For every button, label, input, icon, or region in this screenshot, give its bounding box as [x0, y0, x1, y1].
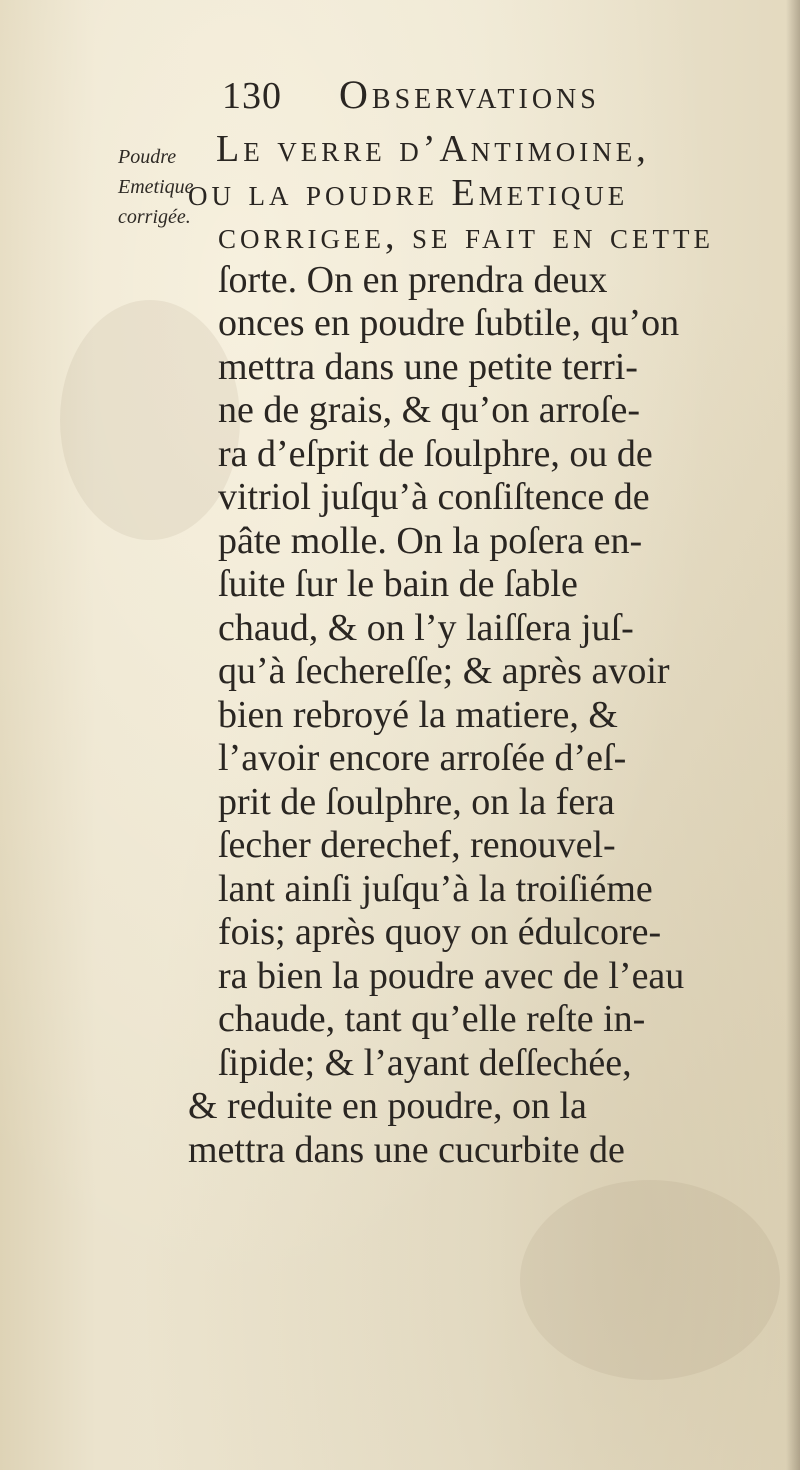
text-line: vitriol juſqu’à conſiſtence de — [218, 476, 650, 518]
text-line: chaud, & on l’y laiſſera juſ- — [218, 606, 634, 649]
margin-note-line: Emetique — [118, 176, 194, 198]
margin-note-line: Poudre — [118, 146, 177, 168]
text-line: bien rebroyé la matiere, & — [218, 693, 618, 736]
running-head — [222, 70, 782, 120]
text-line: qu’à ſechereſſe; & après avoir — [218, 650, 670, 692]
running-title: Observations — [339, 72, 600, 117]
text-line: prit de ſoulphre, on la fera — [218, 780, 615, 823]
text-line: pâte molle. On la poſera en- — [218, 519, 643, 562]
text-line: ſecher derechef, renouvel- — [218, 824, 616, 866]
margin-note-line: corrigée. — [118, 206, 191, 228]
text-line: mettra dans une petite terri- — [218, 345, 638, 388]
text-line: ra bien la poudre avec de l’eau — [218, 954, 685, 997]
text-line: corrigee, ſe fait en cette — [218, 215, 714, 257]
text-line: ſipide; & l’ayant deſſechée, — [218, 1041, 632, 1084]
page-number: 130 — [222, 75, 282, 117]
text-line: ou la poudre Emetique — [188, 171, 629, 214]
text-line: lant ainſi juſqu’à la troiſiéme — [218, 867, 653, 910]
text-line: Le verre d’Antimoine, — [216, 128, 650, 170]
text-line: l’avoir encore arroſée d’eſ- — [218, 737, 627, 779]
text-line: chaude, tant qu’elle reſte in- — [218, 998, 646, 1040]
text-line: ſorte. On en prendra deux — [218, 258, 608, 301]
paper-stain — [520, 1180, 780, 1380]
text-line: ra d’eſprit de ſoulphre, ou de — [218, 432, 653, 475]
page-edge-shadow — [786, 0, 800, 1470]
text-line: ſuite ſur le bain de ſable — [218, 563, 578, 605]
text-line: ne de grais, & qu’on arroſe- — [218, 389, 641, 431]
text-line: mettra dans une cucurbite de — [188, 1128, 625, 1171]
text-line: & reduite en poudre, on la — [188, 1085, 587, 1127]
text-line: onces en poudre ſubtile, qu’on — [218, 302, 680, 344]
body-text — [188, 128, 788, 1172]
text-line: fois; après quoy on édulcore- — [218, 911, 662, 953]
